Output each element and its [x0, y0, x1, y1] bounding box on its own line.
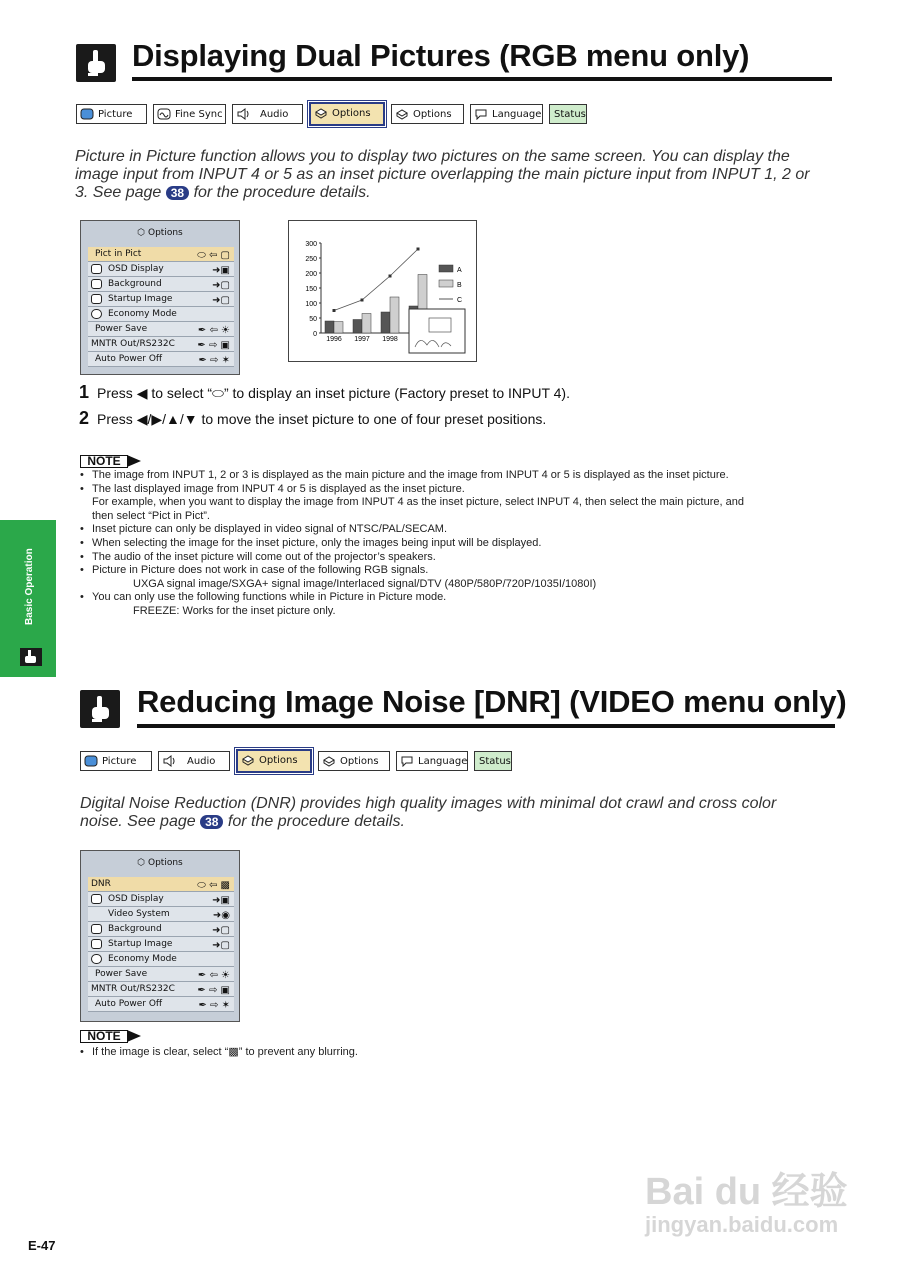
osd-row-setting: ➜▢ — [212, 925, 230, 936]
section-title: Reducing Image Noise [DNR] (VIDEO menu only) — [137, 684, 847, 719]
bullet: • — [80, 1046, 84, 1058]
note-item — [133, 578, 596, 592]
bullet: • — [80, 537, 84, 549]
note-item — [80, 550, 436, 565]
tab-picture[interactable] — [76, 104, 147, 124]
bullet: • — [80, 523, 84, 536]
osd-row-background[interactable] — [88, 922, 234, 937]
line-point — [361, 299, 364, 302]
tab-language[interactable] — [396, 751, 468, 771]
intro-paragraph — [80, 795, 840, 831]
options-menu-screenshot — [80, 220, 240, 375]
osd-row-label: MNTR Out/RS232C — [91, 339, 175, 349]
osd-header — [81, 225, 239, 241]
bullet: • — [80, 591, 84, 604]
bar-series-A — [381, 312, 390, 333]
note-item — [80, 591, 447, 605]
x-tick-label: 1998 — [382, 336, 398, 343]
note-item — [92, 496, 744, 510]
osd-row-economy-mode[interactable] — [88, 307, 234, 322]
legend-label: C — [457, 297, 463, 304]
note-text: When selecting the image for the inset picture, only the images being input will be displayed. — [92, 537, 542, 549]
y-tick-label: 0 — [313, 331, 317, 338]
line-point — [333, 309, 336, 312]
menu-tab-bar — [80, 751, 520, 773]
note-text: The image from INPUT 1, 2 or 3 is displayed as the main picture and the image from INPUT 4 or 5 is displayed as the inset picture. — [92, 469, 729, 481]
y-tick-label: 50 — [309, 316, 317, 323]
legend-label: A — [457, 267, 462, 274]
bar-series-B — [334, 322, 343, 333]
tab-label: Audio — [187, 756, 216, 767]
osd-row-startup-image[interactable] — [88, 292, 234, 307]
speaker-icon — [236, 108, 250, 120]
inset-picture — [409, 309, 465, 353]
menu-tab-bar — [76, 104, 596, 126]
page-title: Displaying Dual Pictures (RGB menu only) — [132, 38, 750, 73]
fine-sync-icon — [157, 108, 171, 120]
page-number: E-47 — [28, 1238, 56, 1253]
speech-bubble-icon — [400, 755, 414, 767]
step-number: 1 — [79, 382, 90, 402]
osd-row-setting: ✒ ⇨ ▣ — [197, 340, 230, 351]
y-tick-label: 150 — [305, 286, 317, 293]
osd-header — [81, 855, 239, 871]
osd-row-label: Auto Power Off — [95, 354, 163, 364]
tab-label: Options — [332, 108, 371, 119]
intro-line: Picture in Picture function allows you to display two pictures on the same screen. You can display the — [75, 148, 790, 165]
tab-label: Options — [413, 109, 452, 120]
osd-row-dnr[interactable] — [88, 877, 234, 892]
osd-row-setting: ⬭ ⇦ ▩ — [197, 880, 230, 891]
osd-row-label: Background — [108, 924, 162, 934]
note-text: Inset picture can only be displayed in video signal of NTSC/PAL/SECAM. — [92, 523, 448, 536]
osd-row-label: OSD Display — [108, 894, 164, 904]
tab-audio[interactable] — [232, 104, 303, 124]
osd-row-mntr-out[interactable] — [88, 982, 234, 997]
intro-line: Digital Noise Reduction (DNR) provides high quality images with minimal dot crawl and cross color — [80, 795, 777, 812]
osd-row-setting: ➜▢ — [212, 295, 230, 306]
intro-text: noise. See page — [80, 813, 196, 830]
osd-row-setting: ➜▢ — [212, 280, 230, 291]
watermark-logo: Bai du 经验 — [645, 1171, 848, 1213]
tab-label: Audio — [260, 109, 289, 120]
osd-row-setting: ✒ ⇨ ✶ — [198, 355, 230, 366]
intro-paragraph — [75, 148, 845, 202]
options-icon: ⬡ — [137, 228, 146, 238]
side-tab-label: Basic Operation — [24, 548, 35, 625]
osd-row-setting: ➜▢ — [212, 940, 230, 951]
osd-row-setting: ⬭ ⇦ ▢ — [197, 250, 230, 261]
legend-swatch — [439, 265, 453, 272]
options-menu-screenshot — [80, 850, 240, 1022]
side-tab — [0, 520, 56, 677]
tab-label: Language — [492, 109, 542, 120]
osd-row-setting: ➜◉ — [212, 910, 230, 921]
osd-row-pict-in-pict[interactable] — [88, 247, 234, 262]
line-series-C — [334, 249, 418, 311]
picture-icon — [80, 108, 94, 120]
bullet: • — [80, 550, 84, 563]
osd-row-label: Economy Mode — [108, 309, 177, 319]
intro-text: for the procedure details. — [193, 184, 371, 201]
osd-row-label: Startup Image — [108, 294, 173, 304]
osd-display-icon — [91, 264, 102, 274]
note-item — [133, 605, 336, 619]
example-bar-chart — [288, 220, 477, 362]
osd-display-icon — [91, 894, 102, 904]
options-icon — [322, 755, 336, 767]
bullet: • — [80, 482, 84, 495]
note-text: The last displayed image from INPUT 4 or 5 is displayed as the inset picture. — [92, 482, 465, 495]
tab-label: Picture — [98, 109, 133, 120]
osd-row-label: Pict in Pict — [95, 249, 142, 259]
intro-text: 3. See page — [75, 184, 162, 201]
osd-row-setting: ✒ ⇦ ☀ — [197, 970, 230, 981]
note-text: then select “Pict in Pict”. — [92, 509, 210, 522]
osd-row-label: Startup Image — [108, 939, 173, 949]
title-underline — [132, 77, 832, 81]
osd-row-setting: ✒ ⇦ ☀ — [197, 325, 230, 336]
note-text: If the image is clear, select “▩” to prevent any blurring. — [92, 1046, 358, 1058]
note-label: NOTE — [80, 455, 128, 468]
line-point — [389, 275, 392, 278]
osd-row-label: OSD Display — [108, 264, 164, 274]
note-arrow-icon — [127, 455, 141, 467]
step-text: Press ◀ to select “⬭” to display an inset picture (Factory preset to INPUT 4). — [97, 385, 570, 401]
osd-row-label: Power Save — [95, 969, 148, 979]
hand-pointer-icon — [80, 690, 120, 728]
note-item — [92, 510, 210, 524]
chart-svg — [289, 221, 476, 361]
step-1 — [79, 382, 570, 403]
intro-line — [75, 184, 845, 202]
note-text: FREEZE: Works for the inset picture only. — [133, 605, 336, 617]
tab-status[interactable] — [549, 104, 587, 124]
tab-picture[interactable] — [80, 751, 152, 771]
step-text: Press ◀/▶/▲/▼ to move the inset picture to one of four preset positions. — [97, 411, 547, 427]
osd-row-background[interactable] — [88, 277, 234, 292]
hand-pointer-icon — [19, 647, 43, 667]
bar-series-A — [325, 321, 334, 333]
intro-line — [80, 813, 840, 831]
tab-options[interactable] — [318, 751, 390, 771]
osd-row-power-save[interactable] — [88, 967, 234, 982]
note-text: UXGA signal image/SXGA+ signal image/Interlaced signal/DTV (480P/580P/720P/1035I/1080I) — [133, 577, 597, 590]
title-underline — [137, 724, 835, 728]
note-item — [80, 564, 429, 578]
bullet: • — [80, 469, 84, 481]
tab-label: Language — [418, 756, 468, 767]
step-2 — [79, 408, 546, 429]
options-icon — [314, 107, 328, 119]
bar-series-B — [390, 297, 399, 333]
note-item — [80, 482, 465, 497]
bar-series-A — [353, 320, 362, 334]
legend-label: B — [457, 282, 462, 289]
osd-row-mntr-out[interactable] — [88, 337, 234, 352]
tab-label: Status — [479, 756, 511, 767]
osd-row-label: MNTR Out/RS232C — [91, 984, 175, 994]
speaker-icon — [162, 755, 176, 767]
osd-row-setting: ➜▣ — [212, 895, 230, 906]
y-tick-label: 250 — [305, 256, 317, 263]
tab-language[interactable] — [470, 104, 543, 124]
osd-row-osd-display[interactable] — [88, 892, 234, 907]
osd-header-label: Options — [148, 858, 183, 868]
osd-row-video-system[interactable] — [88, 907, 234, 922]
background-icon — [91, 279, 102, 289]
speech-bubble-icon — [474, 108, 488, 120]
tab-label: Options — [259, 755, 298, 766]
page-reference-badge[interactable]: 38 — [166, 186, 189, 200]
osd-row-label: Auto Power Off — [95, 999, 163, 1009]
note-item — [80, 537, 542, 551]
tab-options-active[interactable] — [309, 102, 385, 126]
osd-row-label: Video System — [108, 909, 170, 919]
x-tick-label: 1997 — [354, 336, 370, 343]
tab-fine-sync[interactable] — [153, 104, 226, 124]
video-system-icon — [91, 909, 102, 919]
note-text: For example, when you want to display the image from INPUT 4 as the inset picture, select INPUT 4, then select the main picture, and — [92, 496, 744, 509]
legend-swatch — [439, 280, 453, 287]
watermark-url: jingyan.baidu.com — [645, 1212, 839, 1237]
note-text: The audio of the inset picture will come out of the projector’s speakers. — [92, 550, 436, 563]
y-tick-label: 100 — [305, 301, 317, 308]
tab-label: Options — [340, 756, 379, 767]
osd-row-economy-mode[interactable] — [88, 952, 234, 967]
note-item — [80, 523, 448, 537]
hand-pointer-icon — [76, 44, 116, 82]
bullet: • — [80, 564, 84, 577]
tab-label: Status — [554, 109, 586, 120]
picture-icon — [84, 755, 98, 767]
note-label: NOTE — [80, 1030, 128, 1043]
osd-row-osd-display[interactable] — [88, 262, 234, 277]
startup-image-icon — [91, 294, 102, 304]
tab-options-active[interactable] — [236, 749, 312, 773]
note-arrow-icon — [127, 1030, 141, 1042]
tab-status[interactable] — [474, 751, 512, 771]
osd-row-label: Background — [108, 279, 162, 289]
osd-row-setting: ✒ ⇨ ▣ — [197, 985, 230, 996]
x-tick-label: 1996 — [326, 336, 342, 343]
tab-label: Picture — [102, 756, 137, 767]
intro-line: image input from INPUT 4 or 5 as an inset picture overlapping the main picture input from INPUT 1, 2 or — [75, 166, 810, 183]
page-reference-badge[interactable]: 38 — [200, 815, 223, 829]
osd-row-setting: ➜▣ — [212, 265, 230, 276]
intro-text: for the procedure details. — [227, 813, 405, 830]
osd-header-label: Options — [148, 228, 183, 238]
economy-mode-icon — [91, 954, 102, 964]
osd-row-auto-power-off[interactable] — [88, 997, 234, 1012]
osd-row-startup-image[interactable] — [88, 937, 234, 952]
tab-audio[interactable] — [158, 751, 230, 771]
y-tick-label: 300 — [305, 241, 317, 248]
tab-label: Fine Sync — [175, 109, 223, 120]
economy-mode-icon — [91, 309, 102, 319]
note-item — [80, 1046, 358, 1060]
osd-row-power-save[interactable] — [88, 322, 234, 337]
note-item — [80, 469, 729, 483]
note-text: You can only use the following functions while in Picture in Picture mode. — [92, 591, 447, 604]
y-tick-label: 200 — [305, 271, 317, 278]
osd-row-setting: ✒ ⇨ ✶ — [198, 1000, 230, 1011]
line-point — [417, 248, 420, 251]
tab-options[interactable] — [391, 104, 464, 124]
options-icon — [241, 754, 255, 766]
startup-image-icon — [91, 939, 102, 949]
osd-row-label: DNR — [91, 879, 111, 889]
options-icon — [395, 108, 409, 120]
bar-series-B — [362, 314, 371, 334]
osd-row-label: Economy Mode — [108, 954, 177, 964]
background-icon — [91, 924, 102, 934]
osd-row-auto-power-off[interactable] — [88, 352, 234, 367]
osd-row-label: Power Save — [95, 324, 148, 334]
options-icon: ⬡ — [137, 858, 146, 868]
note-text: Picture in Picture does not work in case of the following RGB signals. — [92, 564, 429, 577]
step-number: 2 — [79, 408, 90, 428]
